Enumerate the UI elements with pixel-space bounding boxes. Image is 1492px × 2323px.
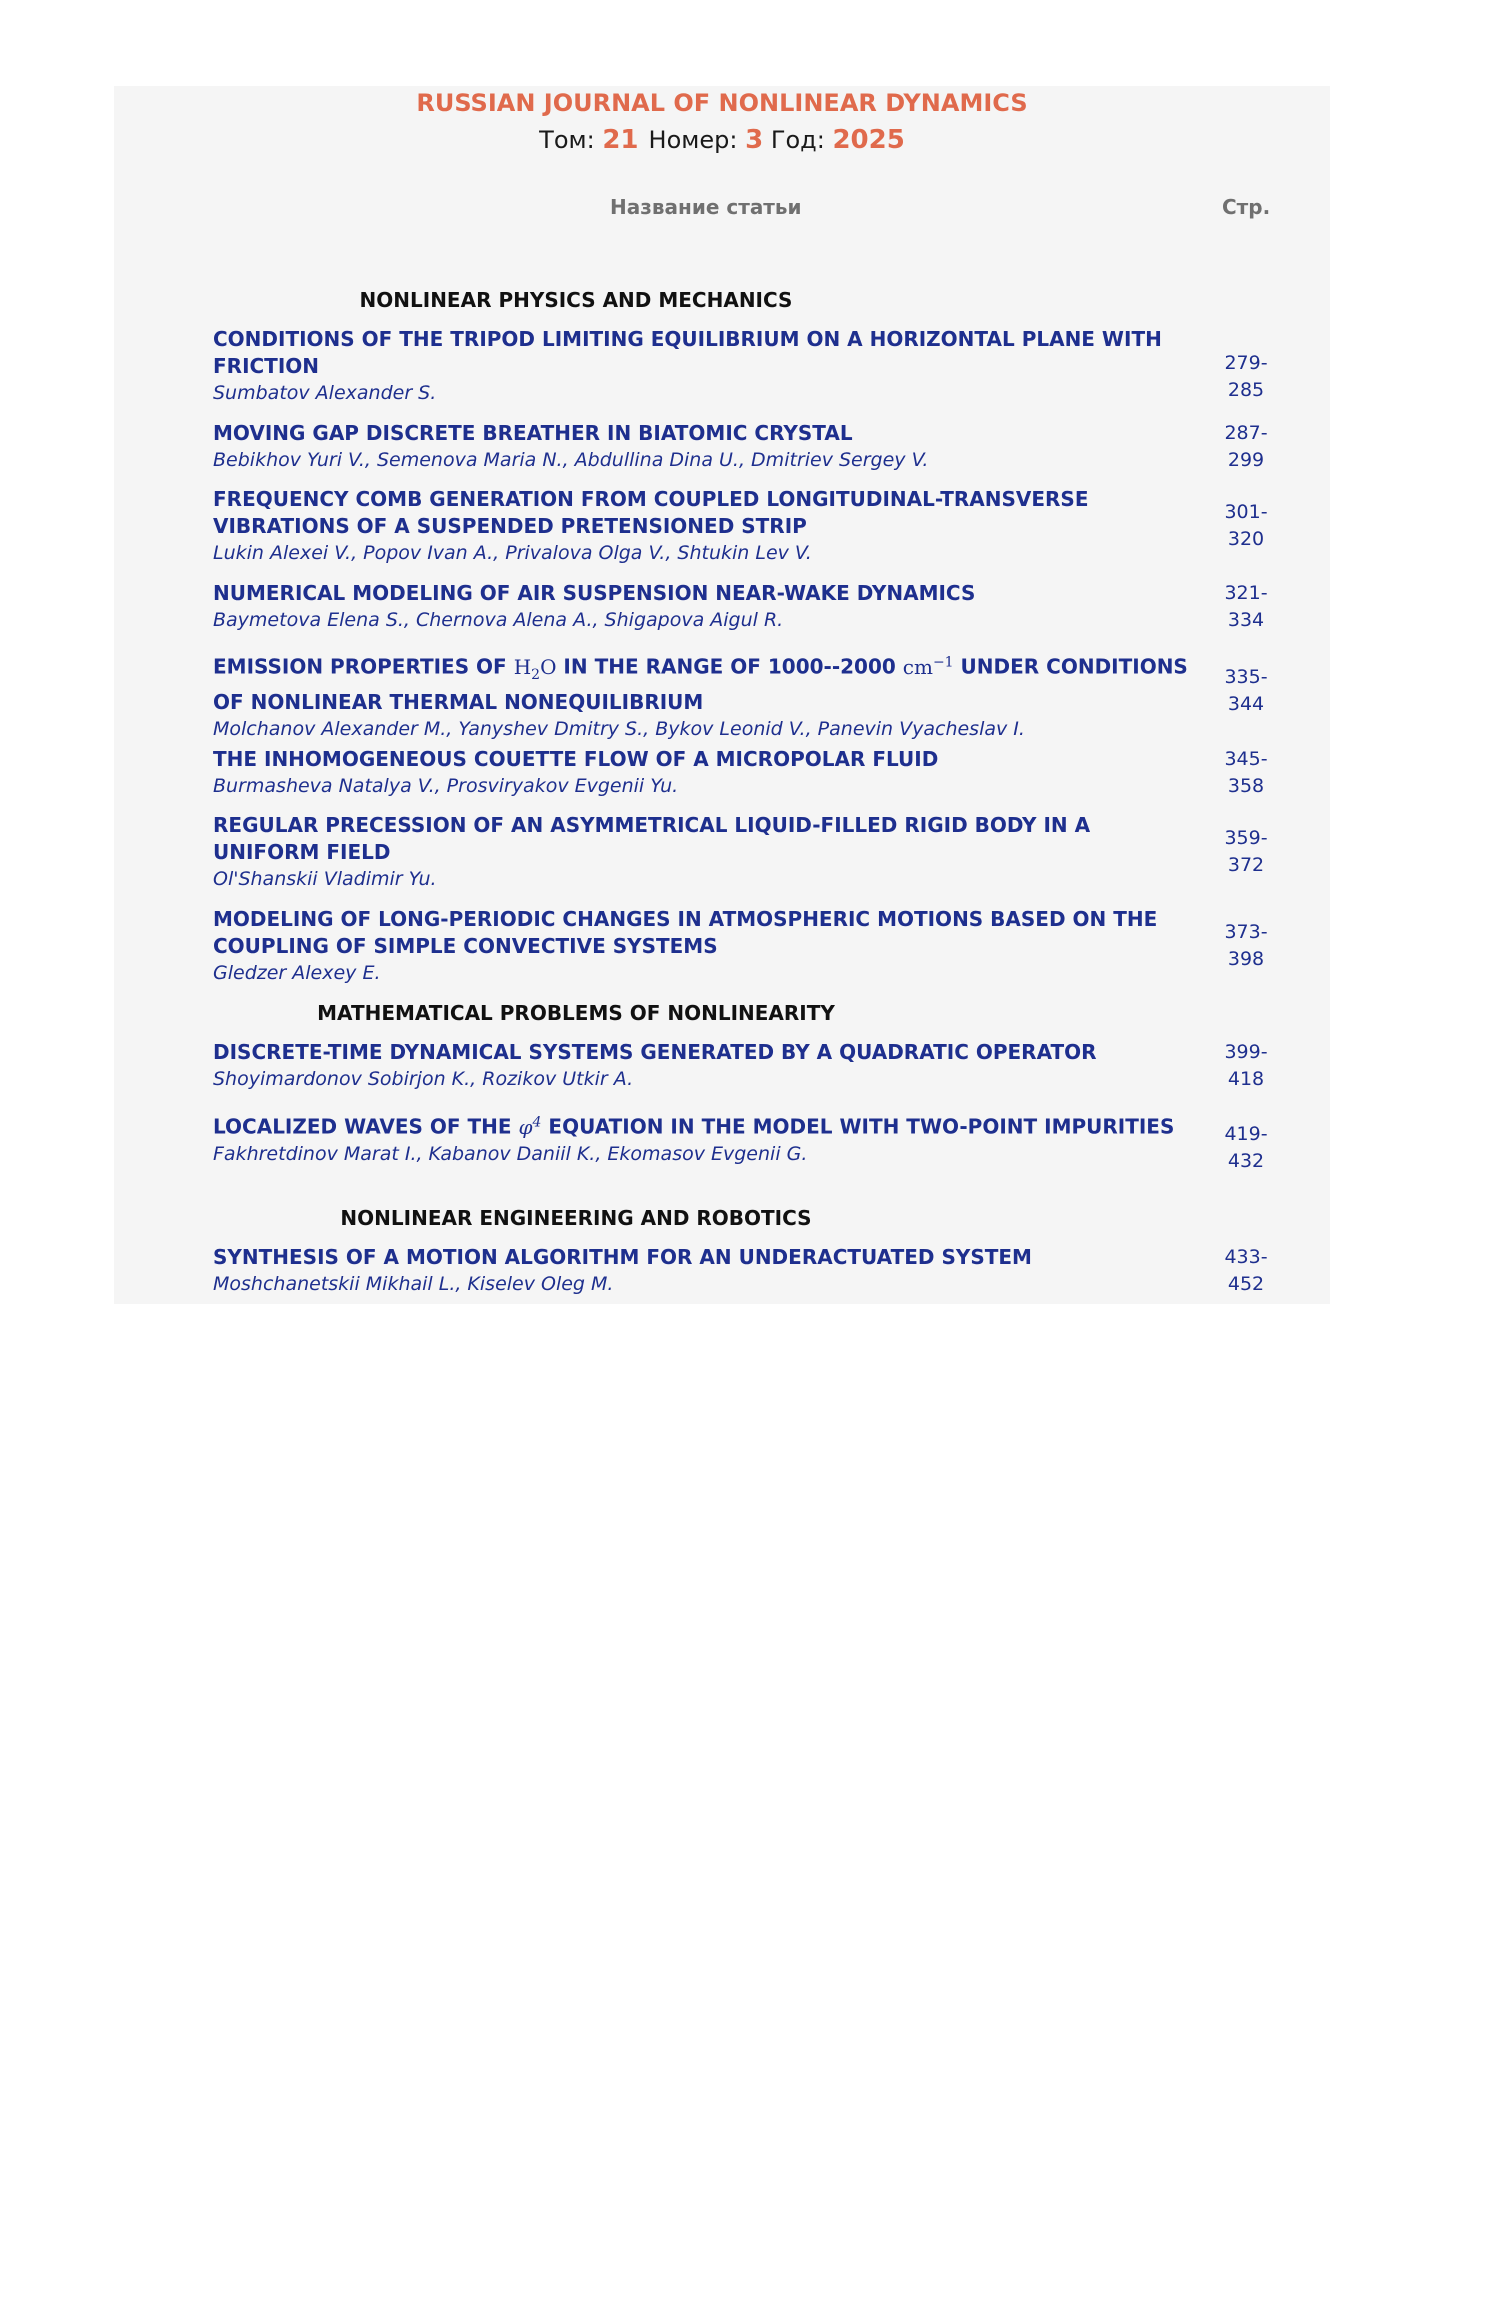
pages-end: 432 [1227,1150,1265,1172]
article-authors: Gledzer Alexey E. [213,962,381,984]
article-pages [1213,746,1279,800]
volume-number: 21 [602,125,639,155]
article-entry [213,326,1313,407]
article-entry [213,746,1313,800]
section-heading: NONLINEAR PHYSICS AND MECHANICS [359,288,793,312]
formula-text: φ [518,1114,533,1139]
article-pages [1213,499,1279,553]
article-authors: Ol'Shanskii Vladimir Yu. [213,868,437,890]
column-header-pages: Стр. [1222,195,1271,219]
article-pages [1213,420,1279,474]
title-text: IN THE RANGE OF 1000--2000 [556,654,903,679]
article-pages [1213,1244,1279,1298]
pages-start: 345- [1224,748,1268,770]
article-pages [1213,350,1279,404]
pages-start: 373- [1224,921,1268,943]
pages-start: 301- [1224,501,1268,523]
pages-start: 321- [1224,582,1268,604]
formula-phi4 [519,1115,542,1139]
title-text: EQUATION IN THE MODEL WITH TWO-POINT IMPURITIES [541,1114,1175,1139]
article-title-link[interactable]: CONDITIONS OF THE TRIPOD LIMITING EQUILIBRIUM ON A HORIZONTAL PLANE WITH FRICTION [213,327,1162,378]
article-entry [213,486,1313,567]
title-text: LOCALIZED WAVES OF THE [213,1114,519,1139]
article-title-link[interactable]: REGULAR PRECESSION OF AN ASYMMETRICAL LIQUID-FILLED RIGID BODY IN A UNIFORM FIELD [213,813,1091,864]
title-text: UNDER CONDITIONS OF NONLINEAR THERMAL NONEQUILIBRIUM [213,654,1188,714]
article-entry [213,420,1313,474]
article-title-link[interactable]: SYNTHESIS OF A MOTION ALGORITHM FOR AN UNDERACTUATED SYSTEM [213,1245,1032,1269]
article-title-link[interactable]: FREQUENCY COMB GENERATION FROM COUPLED LONGITUDINAL-TRANSVERSE VIBRATIONS OF A SUSPENDED PRETENSIONED STRIP [213,487,1089,538]
pages-start: 287- [1224,422,1268,444]
pages-start: 433- [1224,1246,1268,1268]
formula-subscript: 2 [531,666,541,683]
pages-start: 335- [1224,666,1268,688]
table-of-contents [114,86,1330,1304]
article-entry [213,1039,1313,1093]
section-heading: MATHEMATICAL PROBLEMS OF NONLINEARITY [317,1001,835,1025]
article-title-link[interactable]: THE INHOMOGENEOUS COUETTE FLOW OF A MICROPOLAR FLUID [213,747,939,771]
article-authors: Sumbatov Alexander S. [213,382,437,404]
article-entry [213,1244,1313,1298]
pages-end: 372 [1227,854,1265,876]
article-title-link[interactable]: MOVING GAP DISCRETE BREATHER IN BIATOMIC CRYSTAL [213,421,853,445]
article-entry [213,580,1313,634]
article-title-link[interactable]: NUMERICAL MODELING OF AIR SUSPENSION NEAR-WAKE DYNAMICS [213,581,976,605]
formula-text: cm [902,654,933,679]
pages-end: 418 [1227,1068,1265,1090]
pages-end: 299 [1227,449,1265,471]
formula-superscript: 4 [532,1114,542,1130]
formula-unit [903,655,954,679]
article-authors: Baymetova Elena S., Chernova Alena A., Shigapova Aigul R. [213,609,784,631]
pages-end: 398 [1227,948,1265,970]
article-authors: Burmasheva Natalya V., Prosviryakov Evgenii Yu. [213,775,679,797]
article-entry [213,1109,1313,1172]
article-authors: Moshchanetskii Mikhail L., Kiselev Oleg M. [213,1273,614,1295]
article-entry [213,649,1313,743]
article-authors: Molchanov Alexander M., Yanyshev Dmitry S., Bykov Leonid V., Panevin Vyacheslav I. [213,717,1025,740]
article-title-link[interactable] [213,649,1198,716]
issue-number: 3 [745,125,764,155]
article-pages [1213,1121,1279,1175]
pages-start: 359- [1224,827,1268,849]
article-title-link[interactable] [213,1109,1198,1141]
pages-start: 399- [1224,1041,1268,1063]
title-text: EMISSION PROPERTIES OF [213,654,514,679]
article-pages [1213,580,1279,634]
article-authors: Bebikhov Yuri V., Semenova Maria N., Abdullina Dina U., Dmitriev Sergey V. [213,449,929,471]
formula-text: H [513,654,532,679]
issue-info [114,123,1330,157]
article-pages [1213,825,1279,879]
article-authors: Shoyimardonov Sobirjon K., Rozikov Utkir A. [213,1068,634,1090]
issue-year: 2025 [832,125,905,155]
article-entry [213,812,1313,893]
article-authors: Fakhretdinov Marat I., Kabanov Daniil K., Ekomasov Evgenii G. [213,1142,808,1165]
article-title-link[interactable]: MODELING OF LONG-PERIODIC CHANGES IN ATMOSPHERIC MOTIONS BASED ON THE COUPLING OF SIMPLE CONVECTIVE SYSTEMS [213,907,1158,958]
pages-end: 344 [1227,693,1265,715]
article-authors: Lukin Alexei V., Popov Ivan A., Privalova Olga V., Shtukin Lev V. [213,542,812,564]
pages-end: 358 [1227,775,1265,797]
pages-end: 452 [1227,1273,1265,1295]
number-label: Номер: [648,126,738,154]
year-label: Год: [770,126,825,154]
formula-h2o [513,654,557,683]
formula-superscript: −1 [932,654,954,670]
pages-end: 285 [1227,379,1265,401]
article-entry [213,906,1313,987]
article-pages [1213,919,1279,973]
pages-start: 419- [1224,1123,1268,1145]
section-heading: NONLINEAR ENGINEERING AND ROBOTICS [340,1206,812,1230]
pages-end: 334 [1227,609,1265,631]
pages-start: 279- [1224,352,1268,374]
pages-end: 320 [1227,528,1265,550]
article-pages [1213,1039,1279,1093]
article-pages [1213,664,1279,718]
volume-label: Том: [539,126,595,154]
column-header-title: Название статьи [610,195,802,219]
journal-title: RUSSIAN JOURNAL OF NONLINEAR DYNAMICS [416,89,1028,117]
article-title-link[interactable]: DISCRETE-TIME DYNAMICAL SYSTEMS GENERATED BY A QUADRATIC OPERATOR [213,1040,1097,1064]
formula-text: O [540,654,557,679]
